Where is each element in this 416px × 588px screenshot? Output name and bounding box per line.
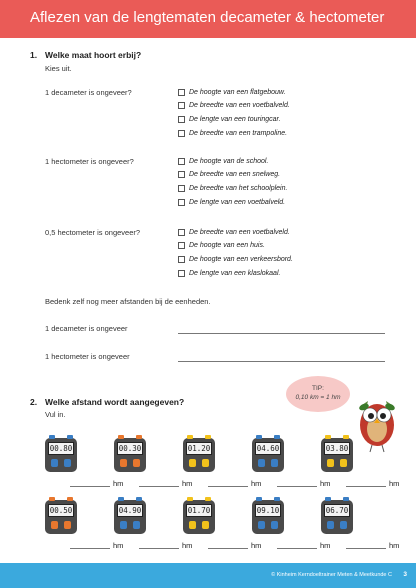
option-label: De lengte van een touringcar. (189, 116, 281, 123)
option-row[interactable] (178, 114, 281, 125)
checkbox[interactable] (178, 185, 185, 192)
answer-blank[interactable] (208, 486, 248, 487)
question-2-instruction: Vul in. (45, 410, 66, 419)
meter-display: 09.10 (256, 506, 280, 515)
meter-top-tab (118, 435, 124, 439)
question-1-instruction: Kies uit. (45, 64, 72, 73)
answer-blank[interactable] (70, 548, 110, 549)
meter-top-tab (49, 497, 55, 501)
meter-top-tab (136, 435, 142, 439)
meter-display: 00.30 (118, 444, 142, 453)
meter-button (51, 521, 58, 529)
meter-top-tab (49, 435, 55, 439)
owl-illustration (352, 395, 402, 455)
page-number: 3 (403, 571, 407, 578)
question-2-title: Welke afstand wordt aangegeven? (45, 397, 185, 407)
checkbox[interactable] (178, 130, 185, 137)
checkbox[interactable] (178, 158, 185, 165)
meter-top-tab (343, 497, 349, 501)
option-label: De breedte van een trampoline. (189, 130, 288, 137)
option-row[interactable] (178, 128, 287, 139)
checkbox[interactable] (178, 171, 185, 178)
meter-top-tab (256, 497, 262, 501)
option-row[interactable] (178, 87, 286, 98)
meter-display: 03.80 (325, 444, 349, 453)
option-row[interactable] (178, 197, 285, 208)
meter-button (340, 521, 347, 529)
answer-blank[interactable] (139, 548, 179, 549)
meter-display: 01.20 (187, 444, 211, 453)
answer-blank[interactable] (346, 486, 386, 487)
checkbox[interactable] (178, 102, 185, 109)
option-label: De breedte van een voetbalveld. (189, 102, 290, 109)
checkbox[interactable] (178, 116, 185, 123)
meter-button (120, 521, 127, 529)
distance-meter (321, 438, 353, 472)
prompt-half-hectometer: 0,5 hectometer is ongeveer? (45, 228, 141, 237)
answer-blank[interactable] (70, 486, 110, 487)
page-title: Aflezen van de lengtematen decameter & hectometer (30, 9, 385, 26)
page-footer (0, 563, 416, 588)
option-row[interactable] (178, 183, 287, 194)
unit-label: hm (251, 479, 262, 488)
unit-label: hm (182, 541, 193, 550)
meter-display: 00.80 (49, 444, 73, 453)
meter-button (271, 521, 278, 529)
meter-top-tab (274, 497, 280, 501)
meter-button (64, 521, 71, 529)
option-label: De hoogte van een huis. (189, 242, 265, 249)
question-2-number: 2. (30, 397, 38, 407)
meter-button (327, 521, 334, 529)
meter-display: 00.50 (49, 506, 73, 515)
meter-button (340, 459, 347, 467)
unit-label: hm (320, 479, 331, 488)
meter-top-tab (325, 435, 331, 439)
option-row[interactable] (178, 254, 293, 265)
option-label: De lengte van een klaslokaal. (189, 270, 281, 277)
checkbox[interactable] (178, 89, 185, 96)
footer-copyright: © Kinheim Kerndoeltrainer Meten & Meetkunde C (271, 572, 392, 578)
distance-meter (252, 438, 284, 472)
option-row[interactable] (178, 169, 280, 180)
meter-display: 06.70 (325, 506, 349, 515)
tip-title: TIP: (312, 385, 324, 392)
distance-meter (114, 438, 146, 472)
meter-button (189, 521, 196, 529)
meter-display: 04.90 (118, 506, 142, 515)
option-label: De hoogte van een verkeersbord. (189, 256, 293, 263)
distance-meter (183, 500, 215, 534)
option-row[interactable] (178, 268, 280, 279)
option-label: De breedte van een snelweg. (189, 171, 281, 178)
distance-meter (45, 500, 77, 534)
unit-label: hm (113, 479, 124, 488)
meter-button (133, 459, 140, 467)
own-line-label: 1 hectometer is ongeveer (45, 352, 130, 361)
answer-line[interactable] (178, 361, 385, 362)
unit-label: hm (251, 541, 262, 550)
distance-meter (321, 500, 353, 534)
option-row[interactable] (178, 227, 290, 238)
own-line-label: 1 decameter is ongeveer (45, 324, 128, 333)
meter-button (189, 459, 196, 467)
checkbox[interactable] (178, 199, 185, 206)
meter-button (327, 459, 334, 467)
meter-top-tab (343, 435, 349, 439)
distance-meter (114, 500, 146, 534)
meter-top-tab (67, 497, 73, 501)
meter-top-tab (118, 497, 124, 501)
option-label: De breedte van een voetbalveld. (189, 229, 290, 236)
meter-top-tab (136, 497, 142, 501)
meter-button (271, 459, 278, 467)
distance-meter (252, 500, 284, 534)
checkbox[interactable] (178, 270, 185, 277)
option-row[interactable] (178, 156, 268, 167)
unit-label: hm (389, 479, 400, 488)
checkbox[interactable] (178, 242, 185, 249)
meter-display: 04.60 (256, 444, 280, 453)
meter-button (202, 521, 209, 529)
unit-label: hm (389, 541, 400, 550)
meter-display: 01.70 (187, 506, 211, 515)
option-row[interactable] (178, 100, 290, 111)
unit-label: hm (113, 541, 124, 550)
meter-top-tab (205, 435, 211, 439)
question-1-number: 1. (30, 50, 38, 60)
checkbox[interactable] (178, 256, 185, 263)
meter-button (51, 459, 58, 467)
meter-button (133, 521, 140, 529)
option-label: De lengte van een voetbalveld. (189, 199, 286, 206)
tip-bubble (286, 376, 350, 412)
own-distances-prompt: Bedenk zelf nog meer afstanden bij de eenheden. (45, 297, 211, 306)
unit-label: hm (182, 479, 193, 488)
prompt-hectometer: 1 hectometer is ongeveer? (45, 157, 134, 166)
checkbox[interactable] (178, 229, 185, 236)
option-row[interactable] (178, 240, 265, 251)
distance-meter (183, 438, 215, 472)
meter-button (258, 521, 265, 529)
meter-top-tab (274, 435, 280, 439)
meter-top-tab (256, 435, 262, 439)
meter-top-tab (205, 497, 211, 501)
meter-button (202, 459, 209, 467)
option-label: De hoogte van een flatgebouw. (189, 89, 286, 96)
meter-button (120, 459, 127, 467)
page-header (0, 0, 416, 38)
tip-text: 0,10 km = 1 hm (295, 394, 341, 401)
meter-top-tab (187, 435, 193, 439)
answer-blank[interactable] (346, 548, 386, 549)
question-1-title: Welke maat hoort erbij? (45, 50, 142, 60)
answer-blank[interactable] (277, 486, 317, 487)
meter-top-tab (325, 497, 331, 501)
unit-label: hm (320, 541, 331, 550)
distance-meter (45, 438, 77, 472)
answer-blank[interactable] (277, 548, 317, 549)
option-label: De breedte van het schoolplein. (189, 185, 288, 192)
prompt-decameter: 1 decameter is ongeveer? (45, 88, 132, 97)
answer-blank[interactable] (139, 486, 179, 487)
answer-line[interactable] (178, 333, 385, 334)
meter-top-tab (187, 497, 193, 501)
meter-button (258, 459, 265, 467)
meter-button (64, 459, 71, 467)
answer-blank[interactable] (208, 548, 248, 549)
meter-top-tab (67, 435, 73, 439)
option-label: De hoogte van de school. (189, 158, 269, 165)
